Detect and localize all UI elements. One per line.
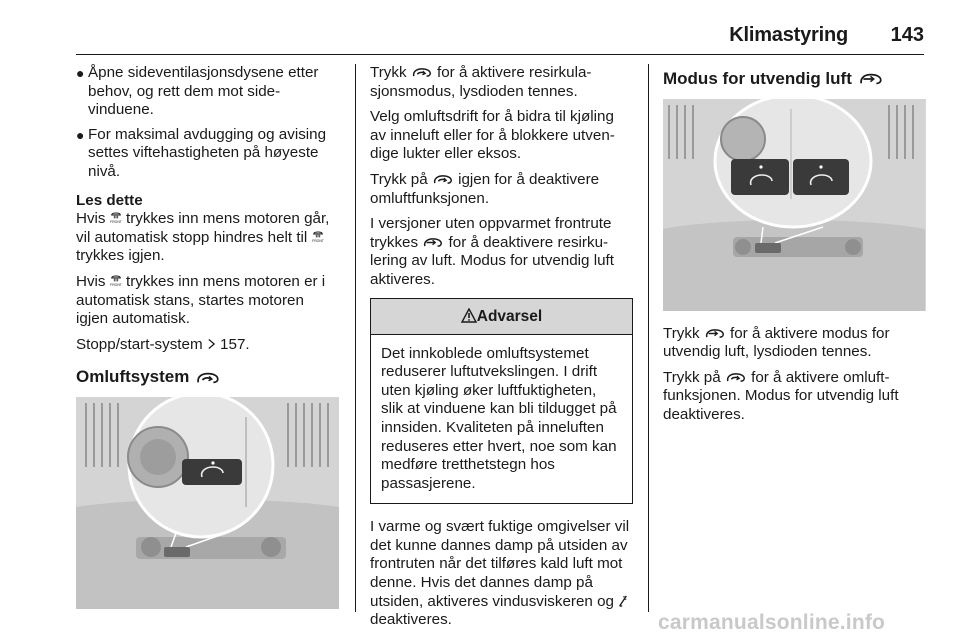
- page-header: [0, 0, 960, 48]
- recirculation-control-photo: [76, 397, 339, 609]
- windshield-wiper-icon: [618, 594, 628, 608]
- page-ref-arrow-icon: [207, 338, 216, 350]
- column-divider-1: [355, 64, 356, 612]
- cross-reference[interactable]: Stopp/start-system 157.: [76, 335, 250, 353]
- list-item-text: For maksimal avdugging og avising settes viftehastigheten på høyeste nivå.: [88, 125, 327, 180]
- paragraph: Velg omluftsdrift for å bidra til kjøling av inneluft eller for å blokkere utvendige lukter eller eksos.: [370, 108, 615, 163]
- section-title-outside-air: Modus for utvendig luft: [663, 70, 925, 89]
- warning-body: Det innkoblede omluftsystemet reduserer luftutvekslingen. I drift uten kjøling øker luftfuktigheten, slik at vinduene kan bli tildugget på innsiden. Kvaliteten på inneluften reduseres etter hvert, noe som kan medføre tretthetstegn hos passasjerene.: [381, 344, 617, 492]
- outside-air-control-photo: [663, 99, 926, 311]
- paragraph: Trykk for å aktivere resirkulasjonsmodus, lysdioden tennes.: [370, 64, 592, 100]
- list-item: [76, 64, 340, 120]
- bullet-dot: ●: [76, 65, 85, 81]
- outside-air-icon: [704, 327, 726, 340]
- column-3: [663, 64, 925, 432]
- paragraph: Trykk på for å aktivere omluftfunksjonen. Modus for utvendig luft deaktiveres.: [663, 368, 899, 423]
- front-defrost-icon: [312, 229, 324, 244]
- column-divider-2: [648, 64, 649, 612]
- note-paragraph-1: Hvis trykkes inn mens motoren går, vil automatisk stopp hindres helt til trykkes igjen.: [76, 210, 330, 265]
- paragraph: I versjoner uten oppvarmet frontrute trykkes for å deaktivere resirkulering av luft. Modus for utvendig luft aktiveres.: [370, 215, 614, 288]
- dashboard-illustration: [663, 99, 925, 311]
- recirculation-icon: [725, 371, 747, 384]
- page-number: 143: [890, 24, 924, 46]
- bullet-dot: ●: [76, 126, 85, 143]
- paragraph: Trykk på igjen for å deaktivere omluftfunksjonen.: [370, 170, 600, 207]
- recirculation-icon: [411, 66, 433, 79]
- note-heading: Les dette: [76, 191, 143, 209]
- column-1: [76, 64, 340, 609]
- watermark: carmanualsonline.info: [658, 611, 886, 634]
- warning-header: [371, 299, 632, 335]
- warning-title: Advarsel: [476, 307, 543, 325]
- recirculation-icon: [432, 173, 454, 186]
- warning-box: [370, 298, 633, 505]
- note-paragraph-2: Hvis trykkes inn mens motoren er i automatisk stans, startes motoren igjen automatisk.: [76, 272, 326, 328]
- front-defrost-icon: [110, 273, 122, 288]
- dashboard-illustration: [76, 397, 339, 609]
- outside-air-icon: [422, 236, 444, 249]
- list-item: [76, 126, 340, 182]
- header-divider: [76, 54, 924, 55]
- front-defrost-icon: [110, 210, 122, 225]
- column-2: [370, 64, 633, 637]
- section-title-recirculation: Omluftsystem: [76, 368, 340, 387]
- paragraph: I varme og svært fuktige omgivelser vil det kunne dannes damp på utsiden av frontruten når det tilføres kald luft mot denne. Hvis det dannes damp på utsiden, aktiveres vindusviskeren og deaktiveres.: [370, 518, 630, 629]
- paragraph: Trykk for å aktivere modus for utvendig luft, lysdioden tennes.: [663, 324, 890, 361]
- recirculation-icon: [195, 370, 221, 386]
- outside-air-icon: [858, 71, 884, 87]
- list-item-text: Åpne sideventilasjonsdysene etter behov, og rett dem mot sidevinduene.: [88, 64, 319, 119]
- warning-triangle-icon: [461, 308, 477, 323]
- chapter-title: Klimastyring: [729, 24, 848, 46]
